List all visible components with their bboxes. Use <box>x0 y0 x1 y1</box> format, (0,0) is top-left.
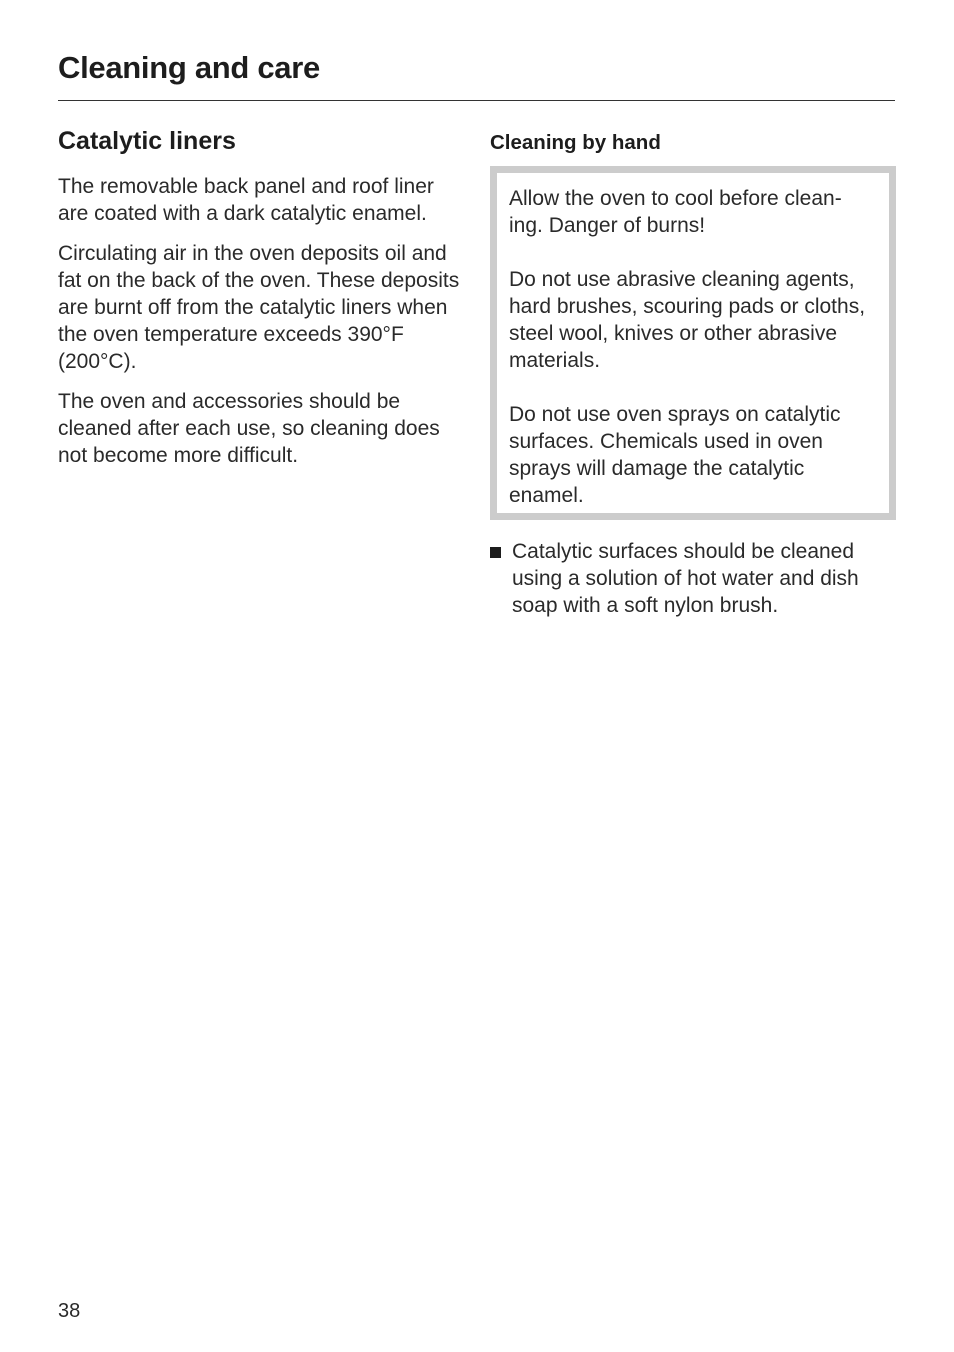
paragraph: Circulating air in the oven deposits oil and fat on the back of the oven. These deposits are burnt off from the catalytic liners when the oven temperature exceeds 390°F (200°C). <box>58 242 460 373</box>
paragraph: The oven and accessories should be cleaned after each use, so cleaning does not become more difficult. <box>58 390 440 467</box>
page-title: Cleaning and care <box>58 50 320 85</box>
title-divider <box>58 100 895 101</box>
page-number: 38 <box>58 1300 81 1322</box>
paragraph: The removable back panel and roof liner are coated with a dark catalytic enamel. <box>58 175 434 225</box>
section-heading-catalytic-liners: Catalytic liners <box>58 127 236 155</box>
bullet-item <box>490 538 895 619</box>
warning-paragraph: Allow the oven to cool before clean- ing. Danger of burns! <box>509 187 842 237</box>
left-column <box>58 124 468 482</box>
warning-paragraph: Do not use oven sprays on catalytic surfaces. Chemicals used in oven sprays will damage the catalytic enamel. <box>509 403 841 507</box>
warning-box <box>490 166 896 520</box>
bullet-square-icon <box>490 538 512 619</box>
subheading-cleaning-by-hand: Cleaning by hand <box>490 131 661 154</box>
warning-paragraph: Do not use abrasive cleaning agents, hard brushes, scouring pads or cloths, steel wool, knives or other abrasive materials. <box>509 268 866 372</box>
right-column <box>490 128 895 619</box>
bullet-text: Catalytic surfaces should be cleaned using a solution of hot water and dish soap with a soft nylon brush. <box>512 540 859 617</box>
